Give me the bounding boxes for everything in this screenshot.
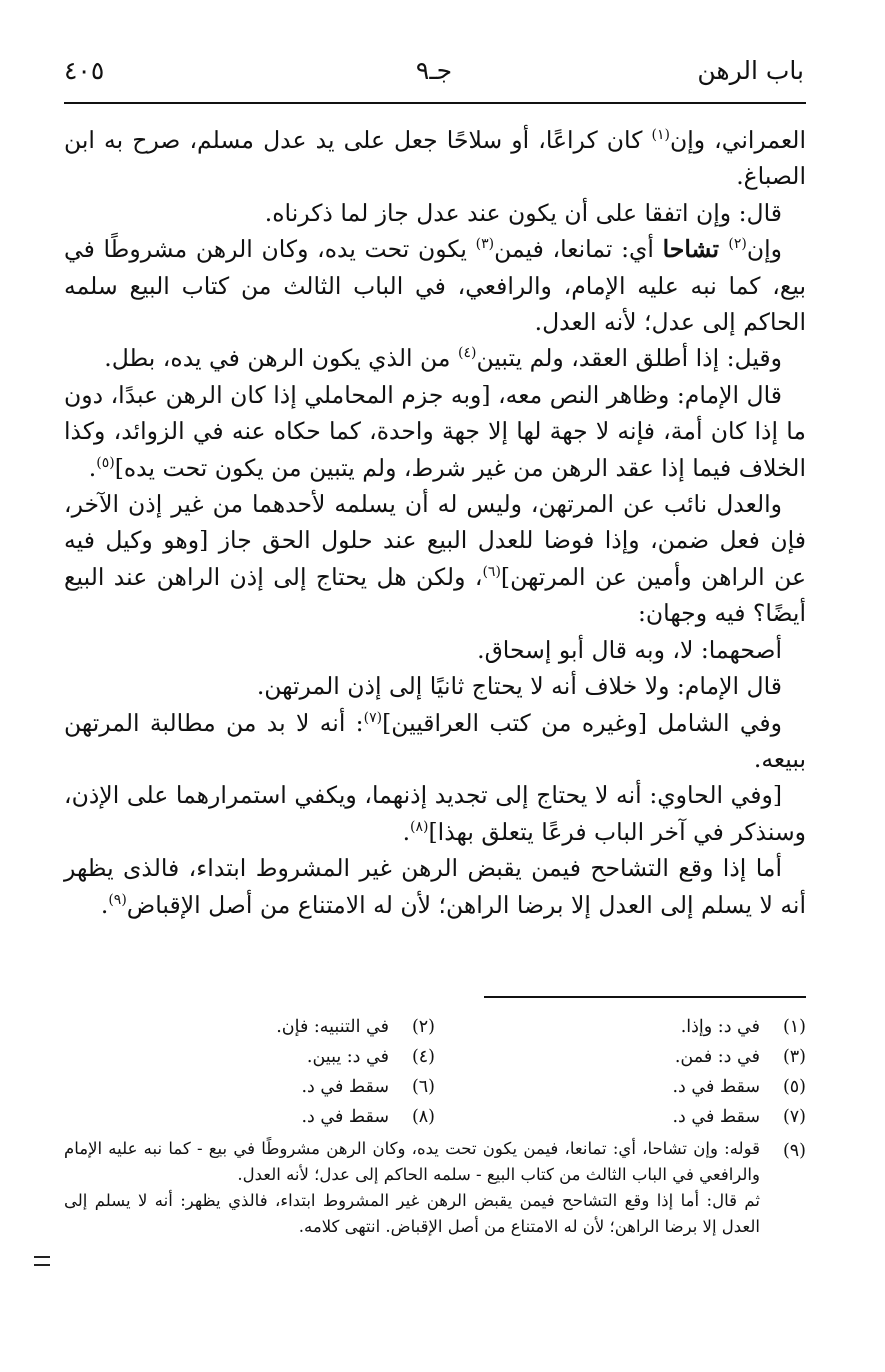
paragraph: [64, 777, 806, 850]
footnote-item: [435, 1102, 806, 1132]
footnote-ref: (٩): [108, 891, 127, 908]
text-run: كان كراعًا، أو سلاحًا جعل على يد عدل مسلم، صرح به ابن الصباغ.: [64, 126, 806, 191]
text-run: .: [100, 890, 109, 919]
text-run: والعدل نائب عن المرتهن، وليس له أن يسلمه لأحدهما من غير إذن الآخر، فإن فعل ضمن، وإذا فوضا للعدل البيع عند حلول الحق جاز [وهو وكيل فيه عن الراهن وأمين عن المرتهن]: [64, 490, 806, 591]
footnote-ref: (٥): [96, 454, 115, 471]
footnote-number: (٩): [782, 1141, 806, 1161]
footnote-item: [64, 1102, 435, 1132]
footnote-ref: (٨): [410, 818, 429, 835]
text-run: أي: تمانعا، فيمن: [494, 235, 663, 264]
chapter-title: باب الرهن: [697, 56, 804, 85]
footnote-text: في د: فمن.: [674, 1047, 760, 1067]
header-divider: [64, 102, 806, 104]
bold-term: تشاحا: [662, 235, 729, 264]
footnote-row: [64, 1042, 806, 1072]
footnote-row: [64, 1072, 806, 1102]
text-run: [وفي الحاوي: أنه لا يحتاج إلى تجديد إذنهما، ويكفي استمرارهما على الإذن، وسنذكر في آخر الباب فرعًا يتعلق بهذا]: [64, 781, 806, 846]
text-run: وقيل: إذا أطلق العقد، ولم يتبين: [476, 344, 782, 373]
footnote-number: (٤): [411, 1047, 435, 1067]
paragraph: [64, 632, 806, 668]
footnote-number: (٦): [411, 1077, 435, 1097]
footnote-text: في التنبيه: فإن.: [276, 1017, 389, 1037]
footnote-line: قوله: وإن تشاحا، أي: تمانعا، فيمن يكون تحت يده، وكان الرهن مشروطًا في بيع - كما نبه عليه الإمام والرافعي في الباب الثالث من كتاب البيع - سلمه الحاكم إلى عدل؛ لأنه العدل.: [64, 1139, 760, 1184]
footnote-text: سقط في د.: [672, 1107, 760, 1127]
footnote-ref: (٢): [728, 236, 747, 253]
footnote-item: [64, 1072, 435, 1102]
footnote-item-long: [64, 1136, 806, 1240]
text-run: وفي الشامل [وغيره من كتب العراقيين]: [382, 708, 782, 737]
footnote-item: [435, 1042, 806, 1072]
footnote-text: سقط في د.: [301, 1107, 389, 1127]
footnote-row: [64, 1012, 806, 1042]
footnote-ref: (٧): [363, 709, 383, 726]
text-run: أما إذا وقع التشاحح فيمن يقبض الرهن غير المشروط ابتداء، فالذى يظهر أنه لا يسلم إلى العدل إلا برضا الراهن؛ لأن له الامتناع من أصل الإقباض: [64, 854, 806, 919]
paragraph: [64, 340, 806, 376]
footnote-text: سقط في د.: [672, 1077, 760, 1097]
footnote-text: [64, 1136, 760, 1240]
footnote-number: (٥): [782, 1077, 806, 1097]
paragraph: [64, 195, 806, 231]
text-run: قال الإمام: ولا خلاف أنه لا يحتاج ثانيًا إلى إذن المرتهن.: [256, 672, 782, 701]
paragraph: [64, 231, 806, 340]
paragraph: [64, 486, 806, 632]
footnote-item: [435, 1072, 806, 1102]
text-run: .: [88, 453, 97, 482]
text-run: وإن: [746, 235, 782, 264]
footnote-number: (٣): [782, 1047, 806, 1067]
volume-label: جـ٩: [415, 56, 453, 85]
footnotes: [64, 1012, 806, 1240]
footnote-divider: [484, 996, 806, 998]
text-run: من الذي يكون الرهن في يده، بطل.: [104, 344, 458, 373]
footnote-item: [435, 1012, 806, 1042]
main-text: [64, 122, 806, 923]
paragraph: [64, 850, 806, 923]
text-run: قال: وإن اتفقا على أن يكون عند عدل جاز لما ذكرناه.: [264, 198, 782, 227]
footnote-row: [64, 1102, 806, 1132]
paragraph: [64, 705, 806, 778]
footnote-text: سقط في د.: [301, 1077, 389, 1097]
footnote-item: [64, 1042, 435, 1072]
footnote-number: (٧): [782, 1107, 806, 1127]
paragraph: [64, 377, 806, 486]
paragraph: [64, 122, 806, 195]
footnote-number: (٢): [411, 1017, 435, 1037]
footnote-ref: (٤): [457, 345, 477, 362]
text-run: العمراني، وإن: [669, 126, 806, 154]
footnote-number: (١): [782, 1017, 806, 1037]
footnote-ref: (٦): [482, 564, 501, 581]
footnote-line: ثم قال: أما إذا وقع التشاحح فيمن يقبض الرهن غير المشروط ابتداء، فالذي يظهر: أنه لا يسلم إلى العدل إلا برضا الراهن؛ لأن له الامتناع من أصل الإقباض. انتهى كلامه.: [64, 1191, 760, 1236]
text-run: ، ولكن هل يحتاج إلى إذن الراهن عند البيع أيضًا؟ فيه وجهان:: [64, 562, 806, 628]
footnote-ref: (٣): [475, 236, 495, 253]
footnote-text: في د: يبين.: [306, 1047, 389, 1067]
footnote-ref: (١): [651, 127, 670, 144]
footnote-item: [64, 1012, 435, 1042]
text-run: يكون تحت يده، وكان الرهن مشروطًا في بيع، كما نبه عليه الإمام، والرافعي، في الباب الثالث من كتاب البيع سلمه الحاكم إلى عدل؛ لأنه العدل.: [64, 235, 806, 337]
footnote-text: في د: وإذا.: [680, 1017, 760, 1037]
paragraph: [64, 668, 806, 704]
running-header: [64, 56, 804, 96]
text-run: .: [402, 817, 411, 846]
text-run: قال الإمام: وظاهر النص معه، [وبه جزم المحاملي إذا كان الرهن عبدًا، دون ما إذا كان أمة، فإنه لا جهة لها إلا جهة واحدة، كما حكاه عنه في الزوائد، وكذا الخلاف فيما إذا عقد الرهن من غير شرط، ولم يتبين من يكون تحت يده]: [64, 380, 806, 482]
text-run: : أنه لا بد من مطالبة المرتهن ببيعه.: [64, 708, 806, 773]
page-number: ٤٠٥: [64, 56, 105, 85]
margin-mark: [34, 1256, 50, 1266]
text-run: أصحهما: لا، وبه قال أبو إسحاق.: [477, 635, 782, 664]
footnote-number: (٨): [411, 1107, 435, 1127]
